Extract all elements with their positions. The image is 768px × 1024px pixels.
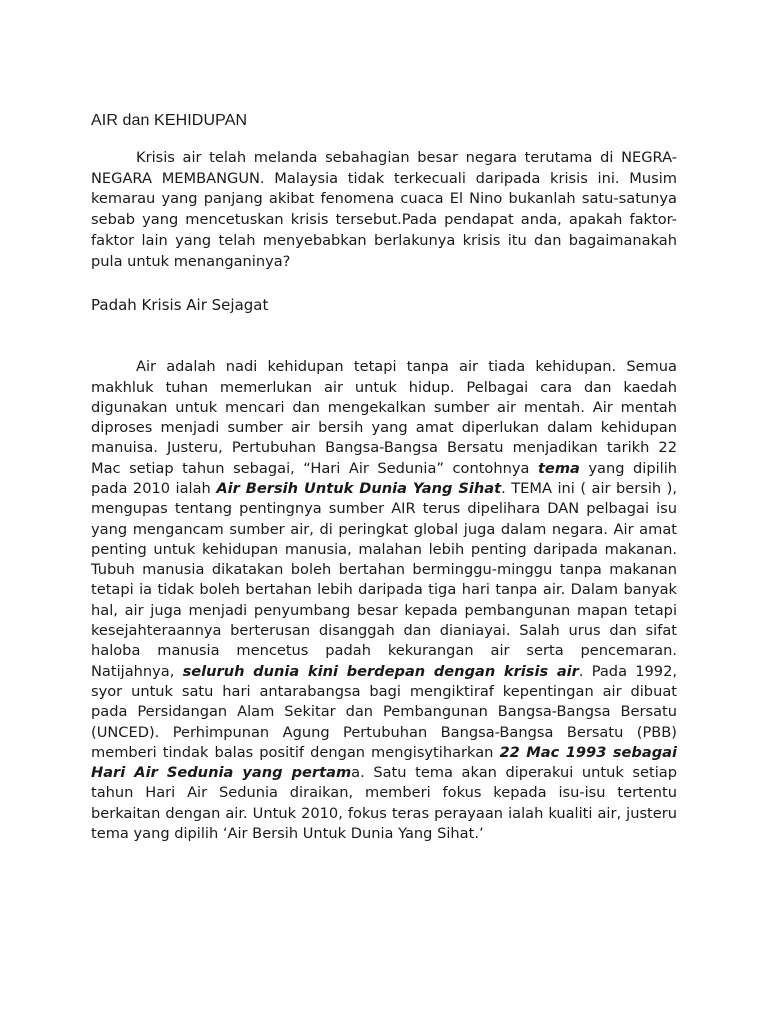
body-text-5: a. Satu tema akan diperakui untuk setiap tahun Hari Air Sedunia diraikan, memberi fokus kepada isu-isu tertentu berkaitan dengan air. Untuk 2010, fokus teras perayaan ialah kualiti air, justeru tema yang dipilih ‘Air Bersih Untuk Dunia Yang Sihat.’	[91, 764, 677, 843]
intro-paragraph: Krisis air telah melanda sebahagian besar negara terutama di NEGRA-NEGARA MEMBANGUN. Malaysia tidak terkecuali daripada krisis ini. Musim kemarau yang panjang akibat fenomena cuaca El Nino bukanlah satu-satunya sebab yang mencetuskan krisis tersebut.Pada pendapat anda, apakah faktor-faktor lain yang telah menyebabkan berlakunya krisis itu dan bagaimanakah pula untuk menanganinya?	[91, 149, 677, 270]
emphasis-theme-title: Air Bersih Untuk Dunia Yang Sihat	[216, 480, 502, 497]
document-title: AIR dan KEHIDUPAN	[91, 112, 248, 129]
document-page	[91, 112, 677, 844]
section-heading: Padah Krisis Air Sejagat	[91, 296, 269, 315]
body-text-3: . TEMA ini ( air bersih ), mengupas tentang pentingnya sumber AIR terus dipelihara DAN pelbagai isu yang mengancam sumber air, di peringkat global juga dalam negara. Air amat penting untuk kehidupan manusia, malahan lebih penting daripada makanan. Tubuh manusia dikatakan boleh bertahan berminggu-minggu tanpa makanan tetapi ia tidak boleh bertahan lebih daripada tiga hari tanpa air. Dalam banyak hal, air juga menjadi penyumbang besar kepada pembangunan mapan tetapi kesejahteraannya berterusan disanggah dan dianiayai. Salah urus dan sifat haloba manusia mencetus padah kekurangan air serta pencemaran. Natijahnya,	[91, 480, 678, 680]
body-paragraph	[91, 357, 677, 844]
body-text-1: Air adalah nadi kehidupan tetapi tanpa air tiada kehidupan. Semua makhluk tuhan memerlukan air untuk hidup. Pelbagai cara dan kaedah digunakan untuk mencari dan mengekalkan sumber air mentah. Air mentah diproses menjadi sumber air bersih yang amat diperlukan dalam kehidupan manuisa. Justeru, Pertubuhan Bangsa-Bangsa Bersatu menjadikan tarikh 22 Mac setiap tahun sebagai, “Hari Air Sedunia” contohnya	[91, 358, 677, 477]
body-text-2: yang dipilih pada 2010 ialah	[91, 459, 678, 497]
emphasis-first-water-day: 22 Mac 1993 sebagai Hari Air Sedunia yang pertam	[91, 743, 677, 782]
body-text-4: . Pada 1992, syor untuk satu hari antarabangsa bagi mengiktiraf kepentingan air dibuat pada Persidangan Alam Sekitar dan Pembangunan Bangsa-Bangsa Bersatu (UNCED). Perhimpunan Agung Pertubuhan Bangsa-Bangsa Bersatu (PBB) memberi tindak balas positif dengan mengisytiharkan	[91, 662, 677, 761]
emphasis-global-crisis: seluruh dunia kini berdepan dengan krisis air	[182, 662, 579, 680]
emphasis-tema: tema	[537, 459, 580, 477]
